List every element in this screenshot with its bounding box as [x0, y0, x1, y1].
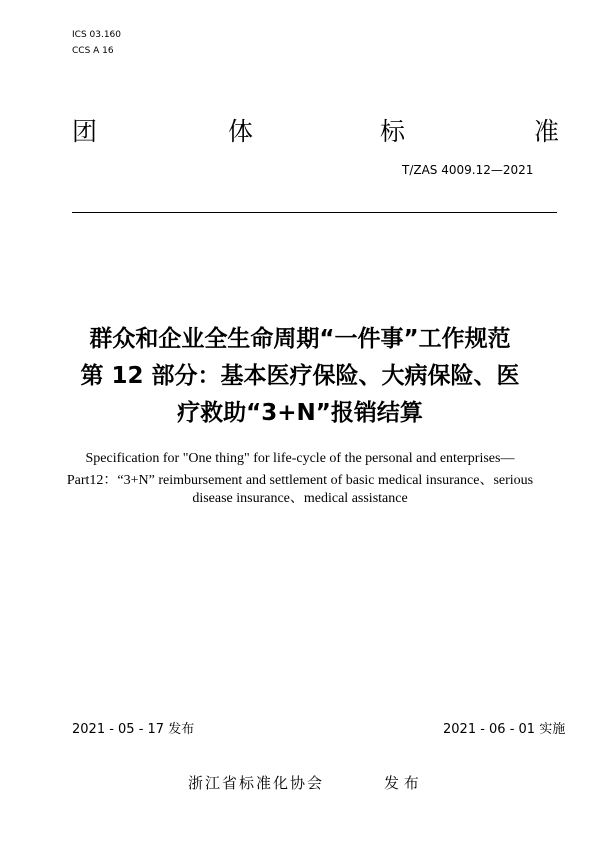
issue-date: 2021 - 05 - 17 发布 [72, 722, 195, 737]
standard-type-char: 准 [534, 117, 560, 146]
standard-type-char: 体 [228, 117, 254, 146]
title-zh-line: 疗救助“3+N”报销结算 [177, 400, 423, 426]
standard-type-char: 标 [380, 117, 406, 146]
standard-number: T/ZAS 4009.12—2021 [402, 163, 534, 177]
publisher: 浙江省标准化协会 [188, 774, 325, 792]
ccs-code: CCS A 16 [72, 46, 114, 56]
title-en-line: Part12：“3+N” reimbursement and settlement of basic medical insurance、serious [66, 473, 534, 488]
implement-date: 2021 - 06 - 01 实施 [443, 722, 566, 737]
title-zh-line: 第 12 部分：基本医疗保险、大病保险、医 [80, 363, 520, 389]
title-zh-line: 群众和企业全生命周期“一件事”工作规范 [89, 326, 511, 352]
divider [72, 212, 557, 213]
title-en-line: disease insurance、medical assistance [192, 491, 408, 506]
publish-label: 发 布 [384, 774, 419, 792]
title-en-line: Specification for "One thing" for life-cycle of the personal and enterprises— [85, 451, 515, 466]
ics-code: ICS 03.160 [72, 30, 122, 40]
standard-type-char: 团 [72, 117, 98, 146]
